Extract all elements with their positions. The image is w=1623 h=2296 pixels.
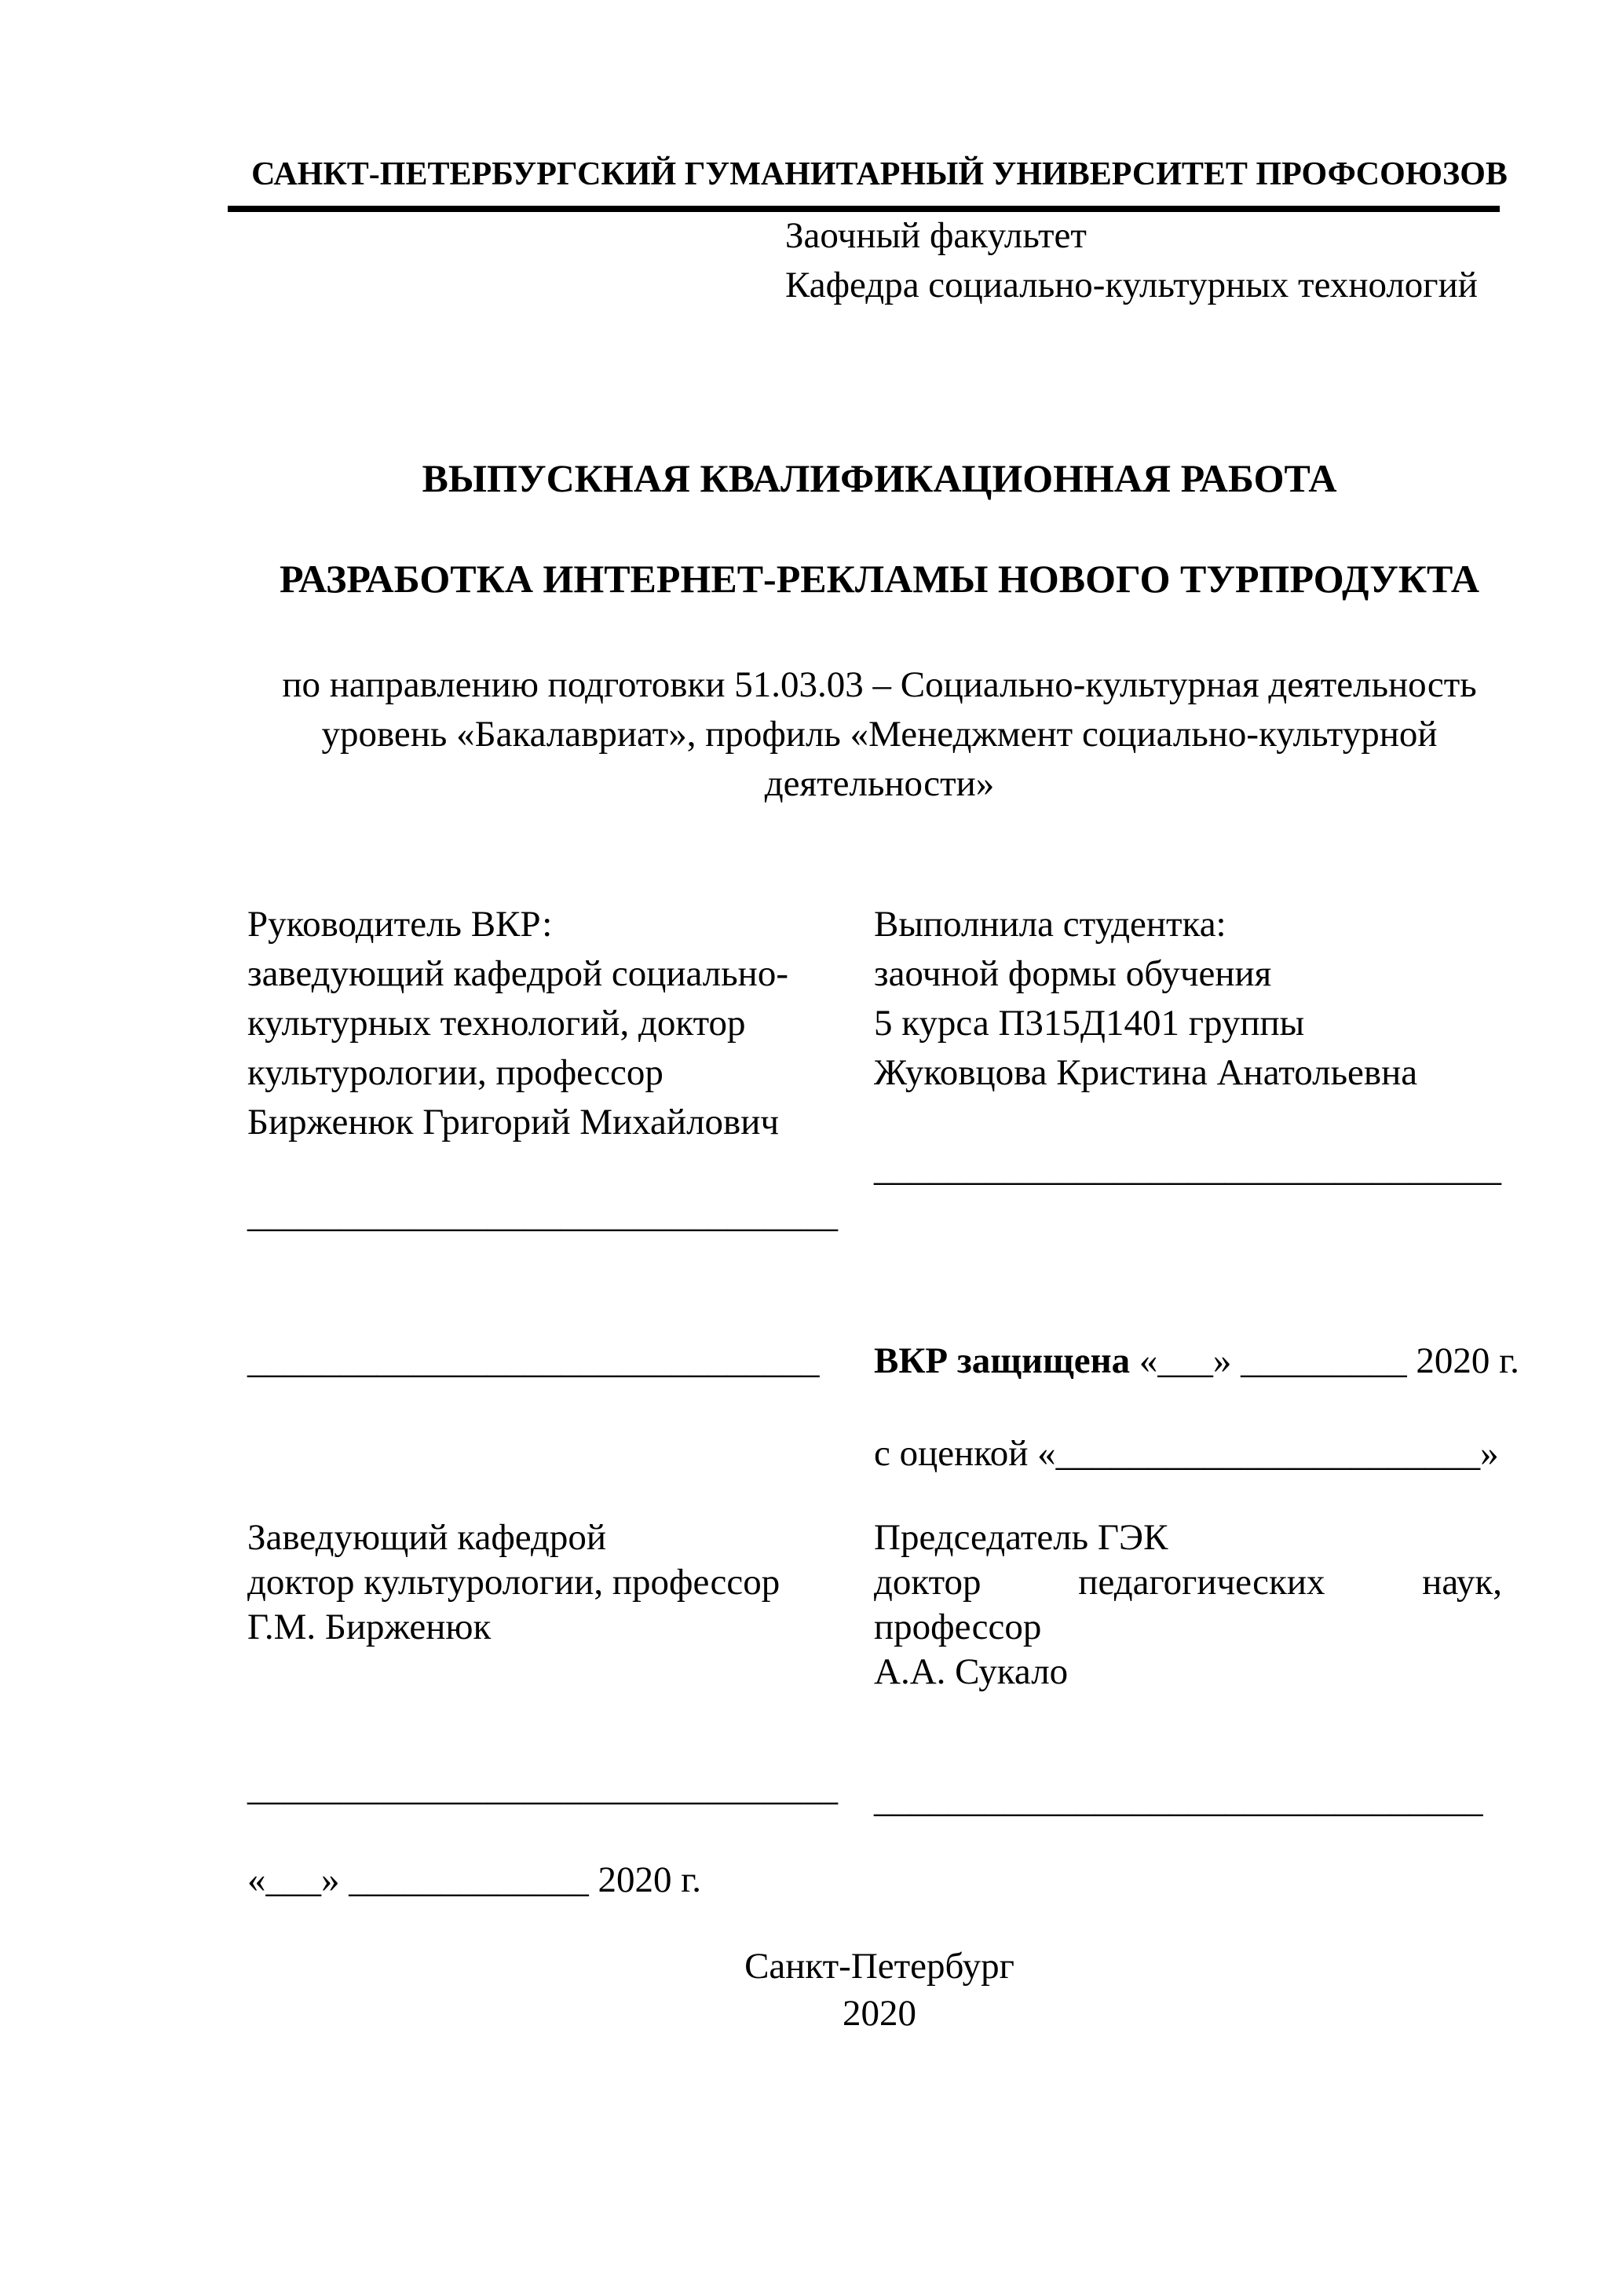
department-head-signature-line: ________________________________ xyxy=(247,1768,838,1808)
chair-word-2: педагогических xyxy=(1078,1562,1325,1603)
department-line: Кафедра социально-культурных технологий xyxy=(785,265,1478,305)
student-block xyxy=(874,900,1526,1098)
work-type-title: ВЫПУСКНАЯ КВАЛИФИКАЦИОННАЯ РАБОТА xyxy=(422,456,1337,500)
committee-chair-block xyxy=(874,1515,1512,1695)
defense-signature-line: _______________________________ xyxy=(247,1340,820,1381)
supervisor-label: Руководитель ВКР: xyxy=(247,904,553,945)
defense-date-blanks: «___» _________ 2020 г. xyxy=(1130,1340,1519,1381)
student-label: Выполнила студентка: xyxy=(874,904,1226,945)
supervisor-line-1: заведующий кафедрой социально- xyxy=(247,953,788,994)
supervisor-block xyxy=(247,900,891,1147)
program-line-3: деятельности» xyxy=(764,763,995,804)
chair-word-1: доктор xyxy=(874,1562,981,1603)
program-line-1: по направлению подготовки 51.03.03 – Социально-культурная деятельность xyxy=(282,664,1477,705)
committee-chair-signature-line: _________________________________ xyxy=(874,1779,1483,1820)
footer-year: 2020 xyxy=(843,1993,916,2034)
defense-label: ВКР защищена xyxy=(874,1340,1131,1381)
supervisor-line-2: культурных технологий, доктор xyxy=(247,1003,746,1044)
defense-date-line xyxy=(874,1336,1519,1386)
footer-city: Санкт-Петербург xyxy=(744,1946,1014,1987)
student-name: Жуковцова Кристина Анатольевна xyxy=(874,1052,1418,1093)
supervisor-line-3: культурологии, профессор xyxy=(247,1052,663,1093)
chair-word-3: наук, xyxy=(1422,1562,1502,1603)
department-head-date-line: «___» _____________ 2020 г. xyxy=(247,1859,701,1900)
faculty-department-block xyxy=(785,211,1478,310)
committee-chair-line-2 xyxy=(874,1560,1502,1605)
grade-line: с оценкой «_______________________» xyxy=(874,1433,1499,1474)
committee-chair-line-3: профессор xyxy=(874,1607,1042,1647)
student-line-2: 5 курса П315Д1401 группы xyxy=(874,1003,1305,1044)
student-line-1: заочной формы обучения xyxy=(874,953,1272,994)
thesis-title: РАЗРАБОТКА ИНТЕРНЕТ-РЕКЛАМЫ НОВОГО ТУРПРОДУКТА xyxy=(279,557,1480,601)
committee-chair-name: А.А. Сукало xyxy=(874,1651,1069,1692)
department-head-name: Г.М. Бирженюк xyxy=(247,1607,492,1647)
department-head-block xyxy=(247,1515,875,1650)
department-head-line-1: Заведующий кафедрой xyxy=(247,1517,607,1558)
university-name: САНКТ-ПЕТЕРБУРГСКИЙ ГУМАНИТАРНЫЙ УНИВЕРСИТЕТ ПРОФСОЮЗОВ xyxy=(251,156,1508,192)
department-head-line-2: доктор культурологии, профессор xyxy=(247,1562,780,1603)
supervisor-name: Бирженюк Григорий Михайлович xyxy=(247,1102,780,1143)
faculty-line: Заочный факультет xyxy=(785,215,1087,256)
student-signature-line: __________________________________ xyxy=(874,1148,1501,1189)
program-info-block xyxy=(247,660,1512,809)
supervisor-signature-line: ________________________________ xyxy=(247,1194,838,1235)
footer-block xyxy=(247,1943,1512,2037)
program-line-2: уровень «Бакалавриат», профиль «Менеджмент социально-культурной xyxy=(321,714,1438,755)
committee-chair-line-1: Председатель ГЭК xyxy=(874,1517,1168,1558)
